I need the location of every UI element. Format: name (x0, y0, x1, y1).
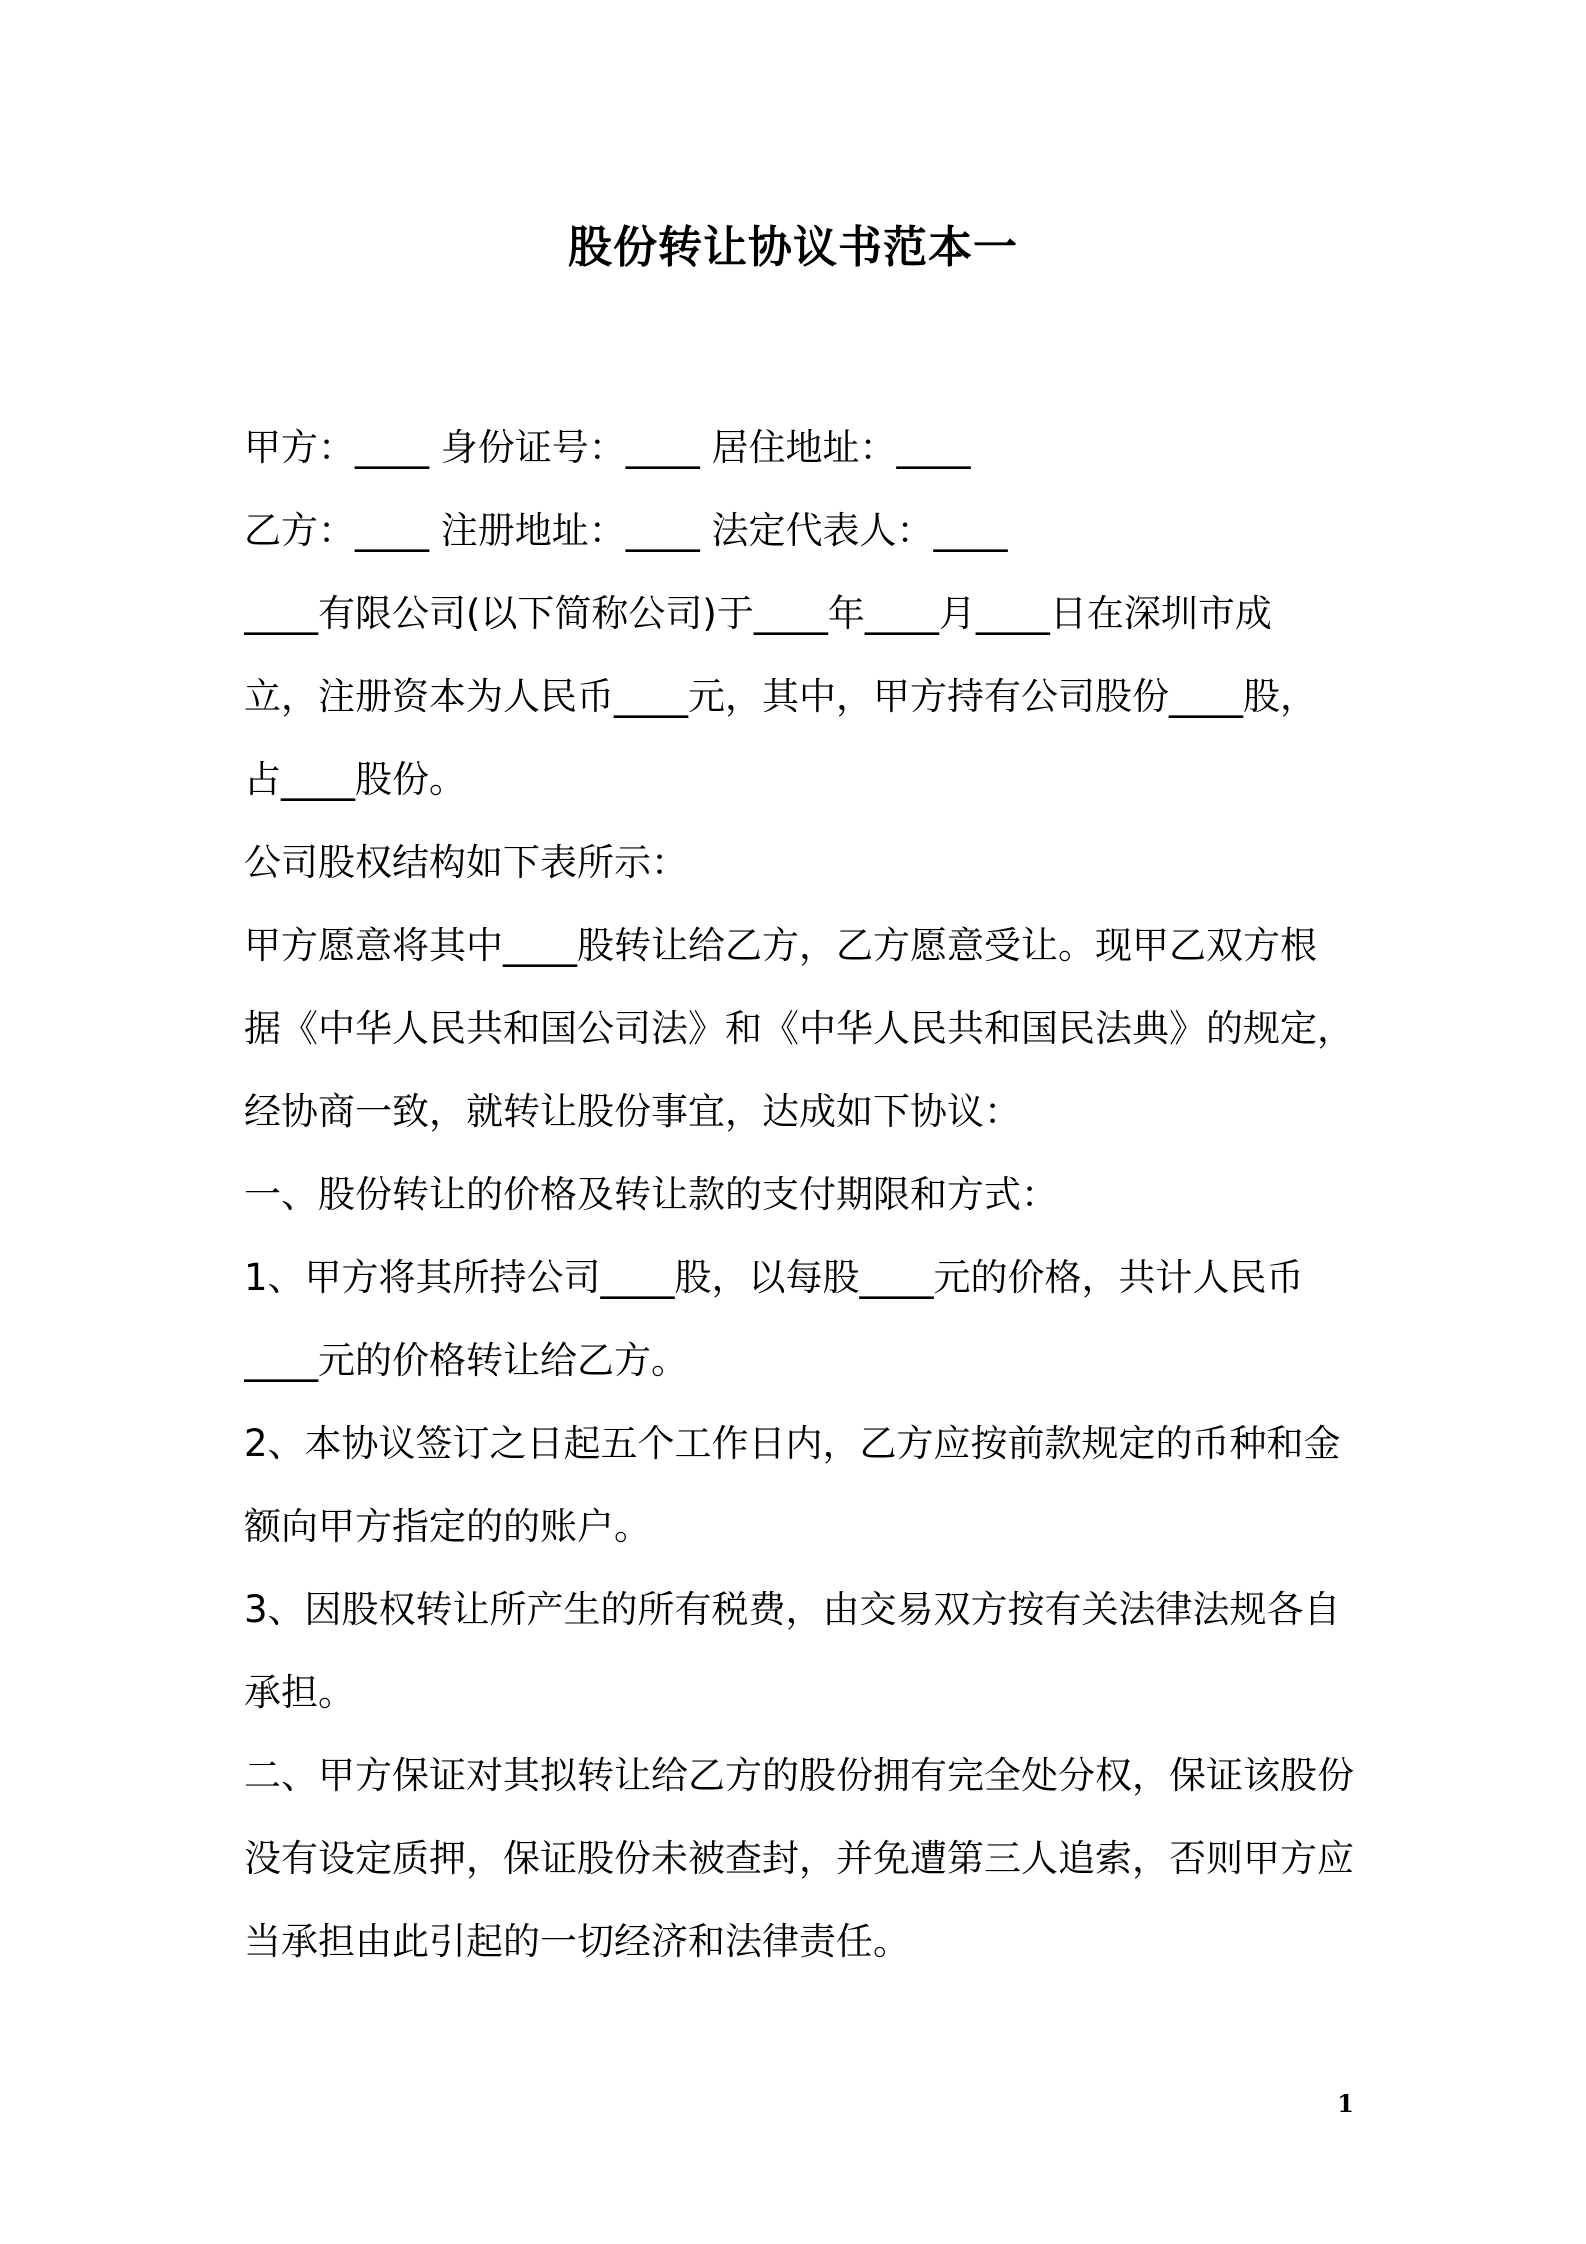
section-heading: 一、股份转让的价格及转让款的支付期限和方式： (244, 1173, 1058, 1216)
section-heading: 二、甲方保证对其拟转让给乙方的股份拥有完全处分权，保证该股份 (244, 1754, 1354, 1797)
body-line: ____有限公司(以下简称公司)于____年____月____日在深圳市成 (244, 592, 1272, 635)
body-line: 2、本协议签订之日起五个工作日内，乙方应按前款规定的币种和金 (244, 1422, 1341, 1465)
body-line: 经协商一致，就转让股份事宜，达成如下协议： (244, 1090, 1021, 1133)
body-line: 承担。 (244, 1671, 355, 1714)
body-line: 公司股权结构如下表所示： (244, 841, 688, 884)
body-line: 3、因股权转让所产生的所有税费，由交易双方按有关法律法规各自 (244, 1588, 1341, 1631)
body-line: 1、甲方将其所持公司____股，以每股____元的价格，共计人民币 (244, 1256, 1304, 1299)
body-line: 占____股份。 (244, 758, 466, 801)
body-line: ____元的价格转让给乙方。 (244, 1339, 688, 1382)
body-line: 立，注册资本为人民币____元，其中，甲方持有公司股份____股， (244, 675, 1317, 718)
body-line: 没有设定质押，保证股份未被查封，并免遭第三人追索，否则甲方应 (244, 1837, 1354, 1880)
party-a-line: 甲方：____ 身份证号：____ 居住地址：____ (244, 426, 971, 469)
body-line: 甲方愿意将其中____股转让给乙方，乙方愿意受让。现甲乙双方根 (244, 924, 1317, 967)
document-title: 股份转让协议书范本一 (568, 222, 1018, 273)
body-line: 据《中华人民共和国公司法》和《中华人民共和国民法典》的规定， (244, 1007, 1354, 1050)
page-number: 1 (1337, 2089, 1354, 2118)
document-body (244, 406, 1360, 1983)
body-line: 额向甲方指定的的账户。 (244, 1505, 651, 1548)
party-b-line: 乙方：____ 注册地址：____ 法定代表人：____ (244, 509, 1008, 552)
body-line: 当承担由此引起的一切经济和法律责任。 (244, 1920, 910, 1963)
